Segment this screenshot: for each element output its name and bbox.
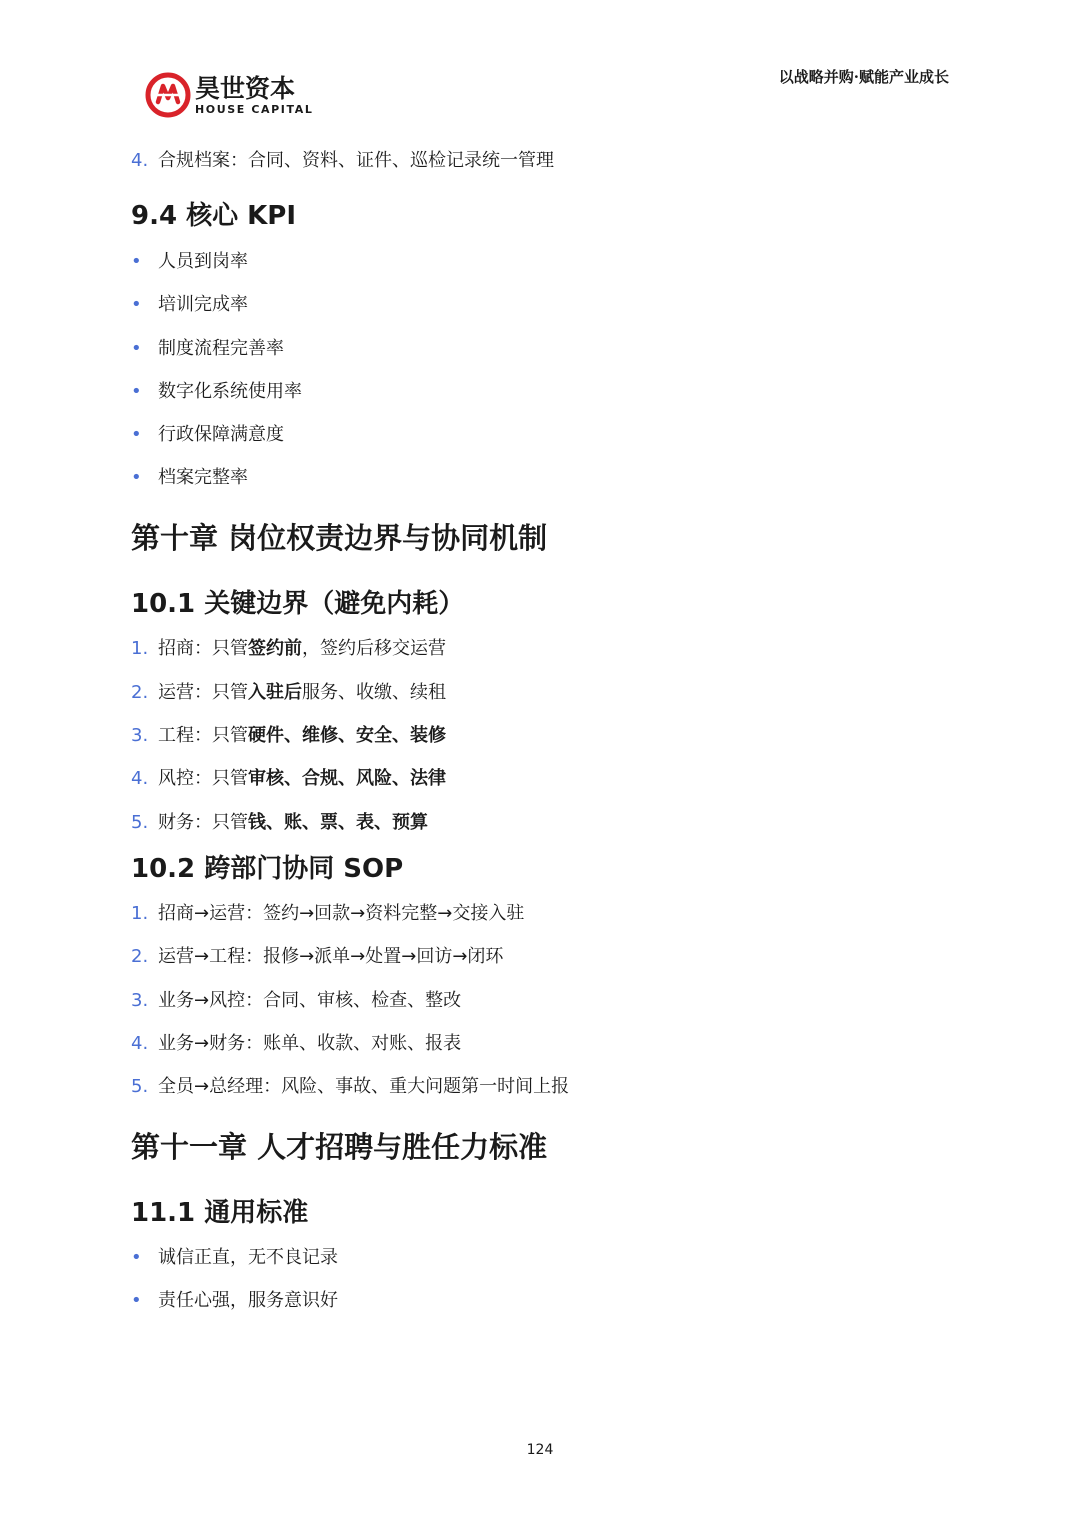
list-item	[131, 808, 951, 838]
logo-wordmark	[195, 75, 313, 116]
list-text	[158, 764, 446, 794]
list-text: 全员→总经理：风险、事故、重大问题第一时间上报	[158, 1076, 570, 1098]
list-number: 4.	[131, 768, 149, 790]
list-text: 招商→运营：签约→回款→资料完整→交接入驻	[158, 902, 525, 924]
list-text-bold: 签约前	[248, 638, 302, 660]
list-item	[131, 986, 951, 1016]
list-text: 档案完整率	[158, 467, 248, 489]
logo-chinese-name: 昊世资本	[195, 73, 296, 103]
list-text-bold: 审核、合规、风险、法律	[248, 768, 446, 790]
list-item	[131, 1072, 951, 1102]
list-item	[131, 1243, 951, 1273]
list-number: 2.	[131, 946, 149, 968]
house-capital-logo-icon	[145, 72, 191, 118]
list-text: 数字化系统使用率	[158, 380, 302, 402]
bullet-icon: •	[131, 251, 142, 272]
bullet-icon: •	[131, 337, 142, 359]
list-text-plain: 运营：只管	[158, 681, 248, 703]
list-item	[131, 899, 951, 929]
section-heading-11-1: 11.1 通用标准	[131, 1198, 309, 1229]
bullet-icon: •	[131, 294, 142, 316]
list-number: 4.	[131, 150, 149, 171]
list-number: 1.	[131, 902, 149, 924]
list-text-bold: 硬件、维修、安全、装修	[248, 725, 446, 747]
list-text: 行政保障满意度	[158, 424, 284, 446]
list-text-plain: 招商：只管	[158, 638, 248, 660]
standards-list	[131, 1243, 951, 1316]
list-text: 培训完成率	[158, 294, 248, 316]
list-text: 责任心强，服务意识好	[158, 1290, 338, 1312]
sop-list	[131, 899, 951, 1102]
list-number: 1.	[131, 638, 149, 660]
bullet-icon: •	[131, 1290, 142, 1312]
list-text	[158, 678, 446, 708]
kpi-list	[131, 247, 951, 493]
list-item	[131, 420, 951, 450]
list-text-plain: 工程：只管	[158, 725, 248, 747]
list-item	[131, 678, 951, 708]
page-number: 124	[526, 1442, 554, 1458]
bullet-icon: •	[131, 424, 142, 446]
logo-english-name: HOUSE CAPITAL	[195, 102, 314, 116]
section-heading-10-1: 10.1 关键边界（避免内耗）	[131, 589, 465, 620]
list-text: 运营→工程：报修→派单→处置→回访→闭环	[158, 946, 504, 968]
list-text-plain: ，签约后移交运营	[302, 638, 446, 660]
list-text: 制度流程完善率	[158, 337, 284, 359]
list-number: 3.	[131, 989, 149, 1011]
list-text: 诚信正直，无不良记录	[158, 1247, 338, 1269]
list-text: 合规档案：合同、资料、证件、巡检记录统一管理	[158, 150, 554, 171]
page-content	[131, 146, 951, 1330]
list-number: 4.	[131, 1032, 149, 1054]
section-heading-9-4: 9.4 核心 KPI	[131, 201, 297, 231]
company-logo	[145, 72, 313, 118]
list-number: 3.	[131, 725, 149, 747]
list-text: 业务→财务：账单、收款、对账、报表	[158, 1032, 462, 1054]
list-text	[158, 808, 428, 838]
list-text-bold: 钱、账、票、表、预算	[248, 811, 428, 833]
list-text	[158, 721, 446, 751]
list-item	[131, 463, 951, 493]
list-item	[131, 764, 951, 794]
list-item	[131, 721, 951, 751]
list-text-plain: 财务：只管	[158, 811, 248, 833]
list-item	[131, 1286, 951, 1316]
bullet-icon: •	[131, 467, 142, 489]
header-slogan: 以战略并购·赋能产业成长	[778, 68, 949, 86]
section-heading-10-2: 10.2 跨部门协同 SOP	[131, 853, 404, 884]
chapter-heading-10: 第十章 岗位权责边界与协同机制	[131, 521, 548, 556]
list-text	[158, 634, 446, 664]
list-text-plain: 风控：只管	[158, 768, 248, 790]
list-item	[131, 247, 951, 277]
boundary-list	[131, 634, 951, 837]
list-text-bold: 入驻后	[248, 681, 302, 703]
list-item	[131, 634, 951, 664]
list-item	[131, 942, 951, 972]
list-item	[131, 377, 951, 407]
list-number: 2.	[131, 681, 149, 703]
list-number: 5.	[131, 1076, 149, 1098]
bullet-icon: •	[131, 1247, 142, 1269]
list-text: 人员到岗率	[158, 251, 248, 272]
list-item	[131, 290, 951, 320]
list-item	[131, 146, 951, 176]
bullet-icon: •	[131, 380, 142, 402]
list-item	[131, 334, 951, 364]
list-text: 业务→风控：合同、审核、检查、整改	[158, 989, 462, 1011]
list-number: 5.	[131, 811, 149, 833]
chapter-heading-11: 第十一章 人才招聘与胜任力标准	[131, 1130, 548, 1165]
list-text-plain: 服务、收缴、续租	[302, 681, 446, 703]
list-item	[131, 1029, 951, 1059]
